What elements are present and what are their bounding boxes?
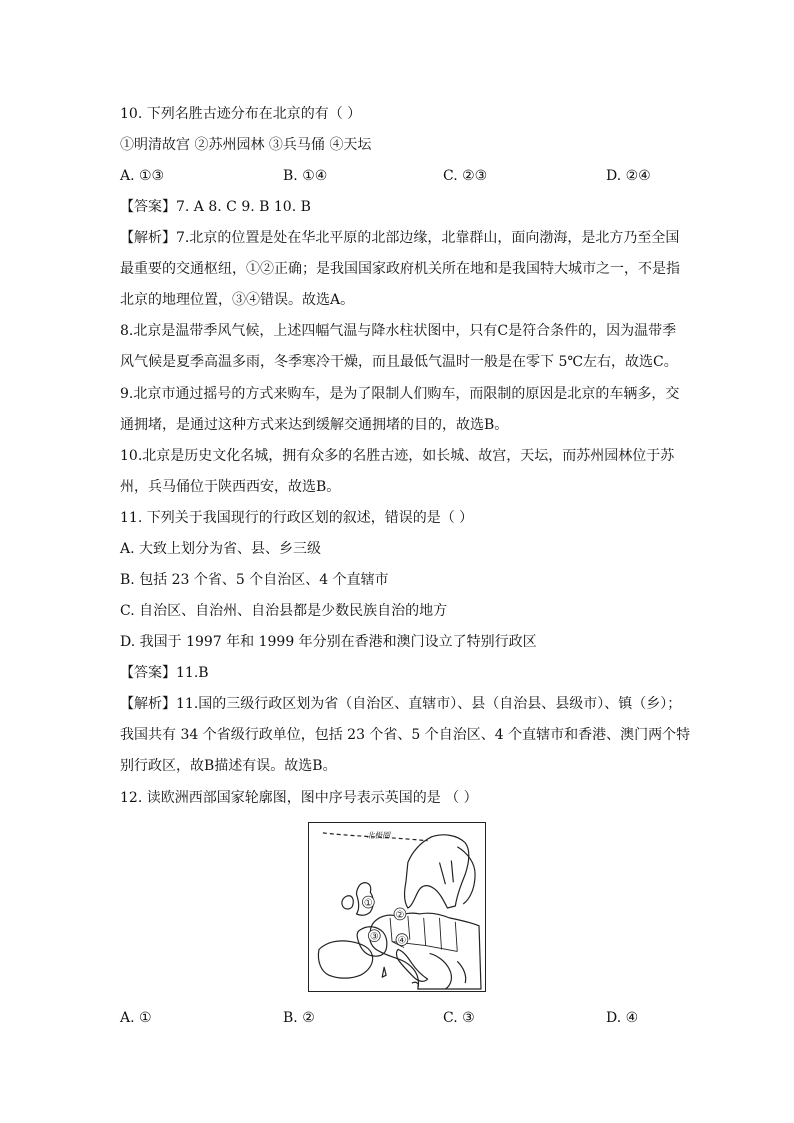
scandinavia-outline — [405, 835, 469, 908]
analysis-line: 别行政区，故B描述有误。故选B。 — [120, 758, 337, 774]
map-drawing — [309, 823, 485, 991]
q10-option-d: D. ②④ — [606, 168, 651, 184]
q10-stem: 10. 下列名胜古迹分布在北京的有（ ） — [120, 106, 362, 122]
ireland-outline — [342, 896, 353, 909]
iberia-outline — [318, 941, 372, 978]
q12-option-c: C. ③ — [443, 1010, 475, 1026]
map-marker-2: ② — [395, 909, 405, 921]
balkans-outline — [430, 953, 466, 989]
scandinavia-borders — [439, 861, 453, 885]
finland-outline — [457, 847, 475, 904]
q10-option-a: A. ①③ — [120, 168, 165, 184]
q10-option-b: B. ①④ — [283, 168, 328, 184]
answer-7-10: 【答案】7. A 8. C 9. B 10. B — [120, 199, 311, 215]
q11-option-a: A. 大致上划分为省、县、乡三级 — [120, 541, 322, 557]
analysis-line: 【解析】7.北京的位置是处在华北平原的北部边缘，北靠群山，面向渤海，是北方乃至全国 — [120, 230, 680, 246]
q12-option-b: B. ② — [283, 1010, 315, 1026]
map-marker-4: ④ — [397, 935, 407, 947]
map-marker-1: ① — [363, 898, 373, 910]
q11-option-c: C. 自治区、自治州、自治县都是少数民族自治的地方 — [120, 603, 448, 619]
analysis-line: 州，兵马俑位于陕西西安，故选B。 — [120, 479, 341, 495]
q11-option-b: B. 包括 23 个省、5 个自治区、4 个直辖市 — [120, 572, 389, 588]
q11-stem: 11. 下列关于我国现行的行政区划的叙述，错误的是（ ） — [120, 510, 474, 526]
analysis-line: 通拥堵，是通过这种方式来达到缓解交通拥堵的目的，故选B。 — [120, 417, 509, 433]
answer-11: 【答案】11.B — [120, 665, 209, 681]
analysis-line: 我国共有 34 个省级行政单位，包括 23 个省、5 个自治区、4 个直辖市和香港、澳门两个特 — [120, 727, 691, 743]
q12-stem: 12. 读欧洲西部国家轮廓图，图中序号表示英国的是 （ ） — [120, 790, 478, 806]
analysis-line: 【解析】11.国的三级行政区划为省（自治区、直辖市）、县（自治县、县级市）、镇（乡）； — [120, 696, 682, 712]
analysis-line: 最重要的交通枢纽，①②正确；是我国国家政府机关所在地和是我国特大城市之一，不是指 — [120, 261, 680, 277]
europe-outline-map — [308, 822, 486, 992]
q12-option-d: D. ④ — [606, 1010, 639, 1026]
analysis-line: 风气候是夏季高温多雨，冬季寒冷干燥，而且最低气温时一般是在零下 5℃左右，故选C。 — [120, 354, 678, 370]
analysis-line: 北京的地理位置，③④错误。故选A。 — [120, 292, 355, 308]
q12-option-a: A. ① — [120, 1010, 152, 1026]
map-marker-3: ③ — [369, 931, 379, 943]
analysis-line: 9.北京市通过摇号的方式来购车，是为了限制人们购车，而限制的原因是北京的车辆多，交 — [120, 386, 680, 402]
analysis-line: 10.北京是历史文化名城，拥有众多的名胜古迹，如长城、故宫，天坛，而苏州园林位于苏 — [120, 448, 675, 464]
q10-option-c: C. ②③ — [443, 168, 488, 184]
italy-outline — [397, 949, 428, 981]
sardinia-outline — [382, 967, 386, 977]
q10-items: ①明清故宫 ②苏州园林 ③兵马俑 ④天坛 — [120, 137, 372, 153]
arctic-circle-label: 北极圈 — [366, 830, 391, 840]
analysis-line: 8.北京是温带季风气候，上述四幅气温与降水柱状图中，只有C是符合条件的，因为温带季 — [120, 323, 677, 339]
q11-option-d: D. 我国于 1997 年和 1999 年分别在香港和澳门设立了特别行政区 — [120, 634, 537, 650]
sicily-outline — [412, 982, 418, 987]
